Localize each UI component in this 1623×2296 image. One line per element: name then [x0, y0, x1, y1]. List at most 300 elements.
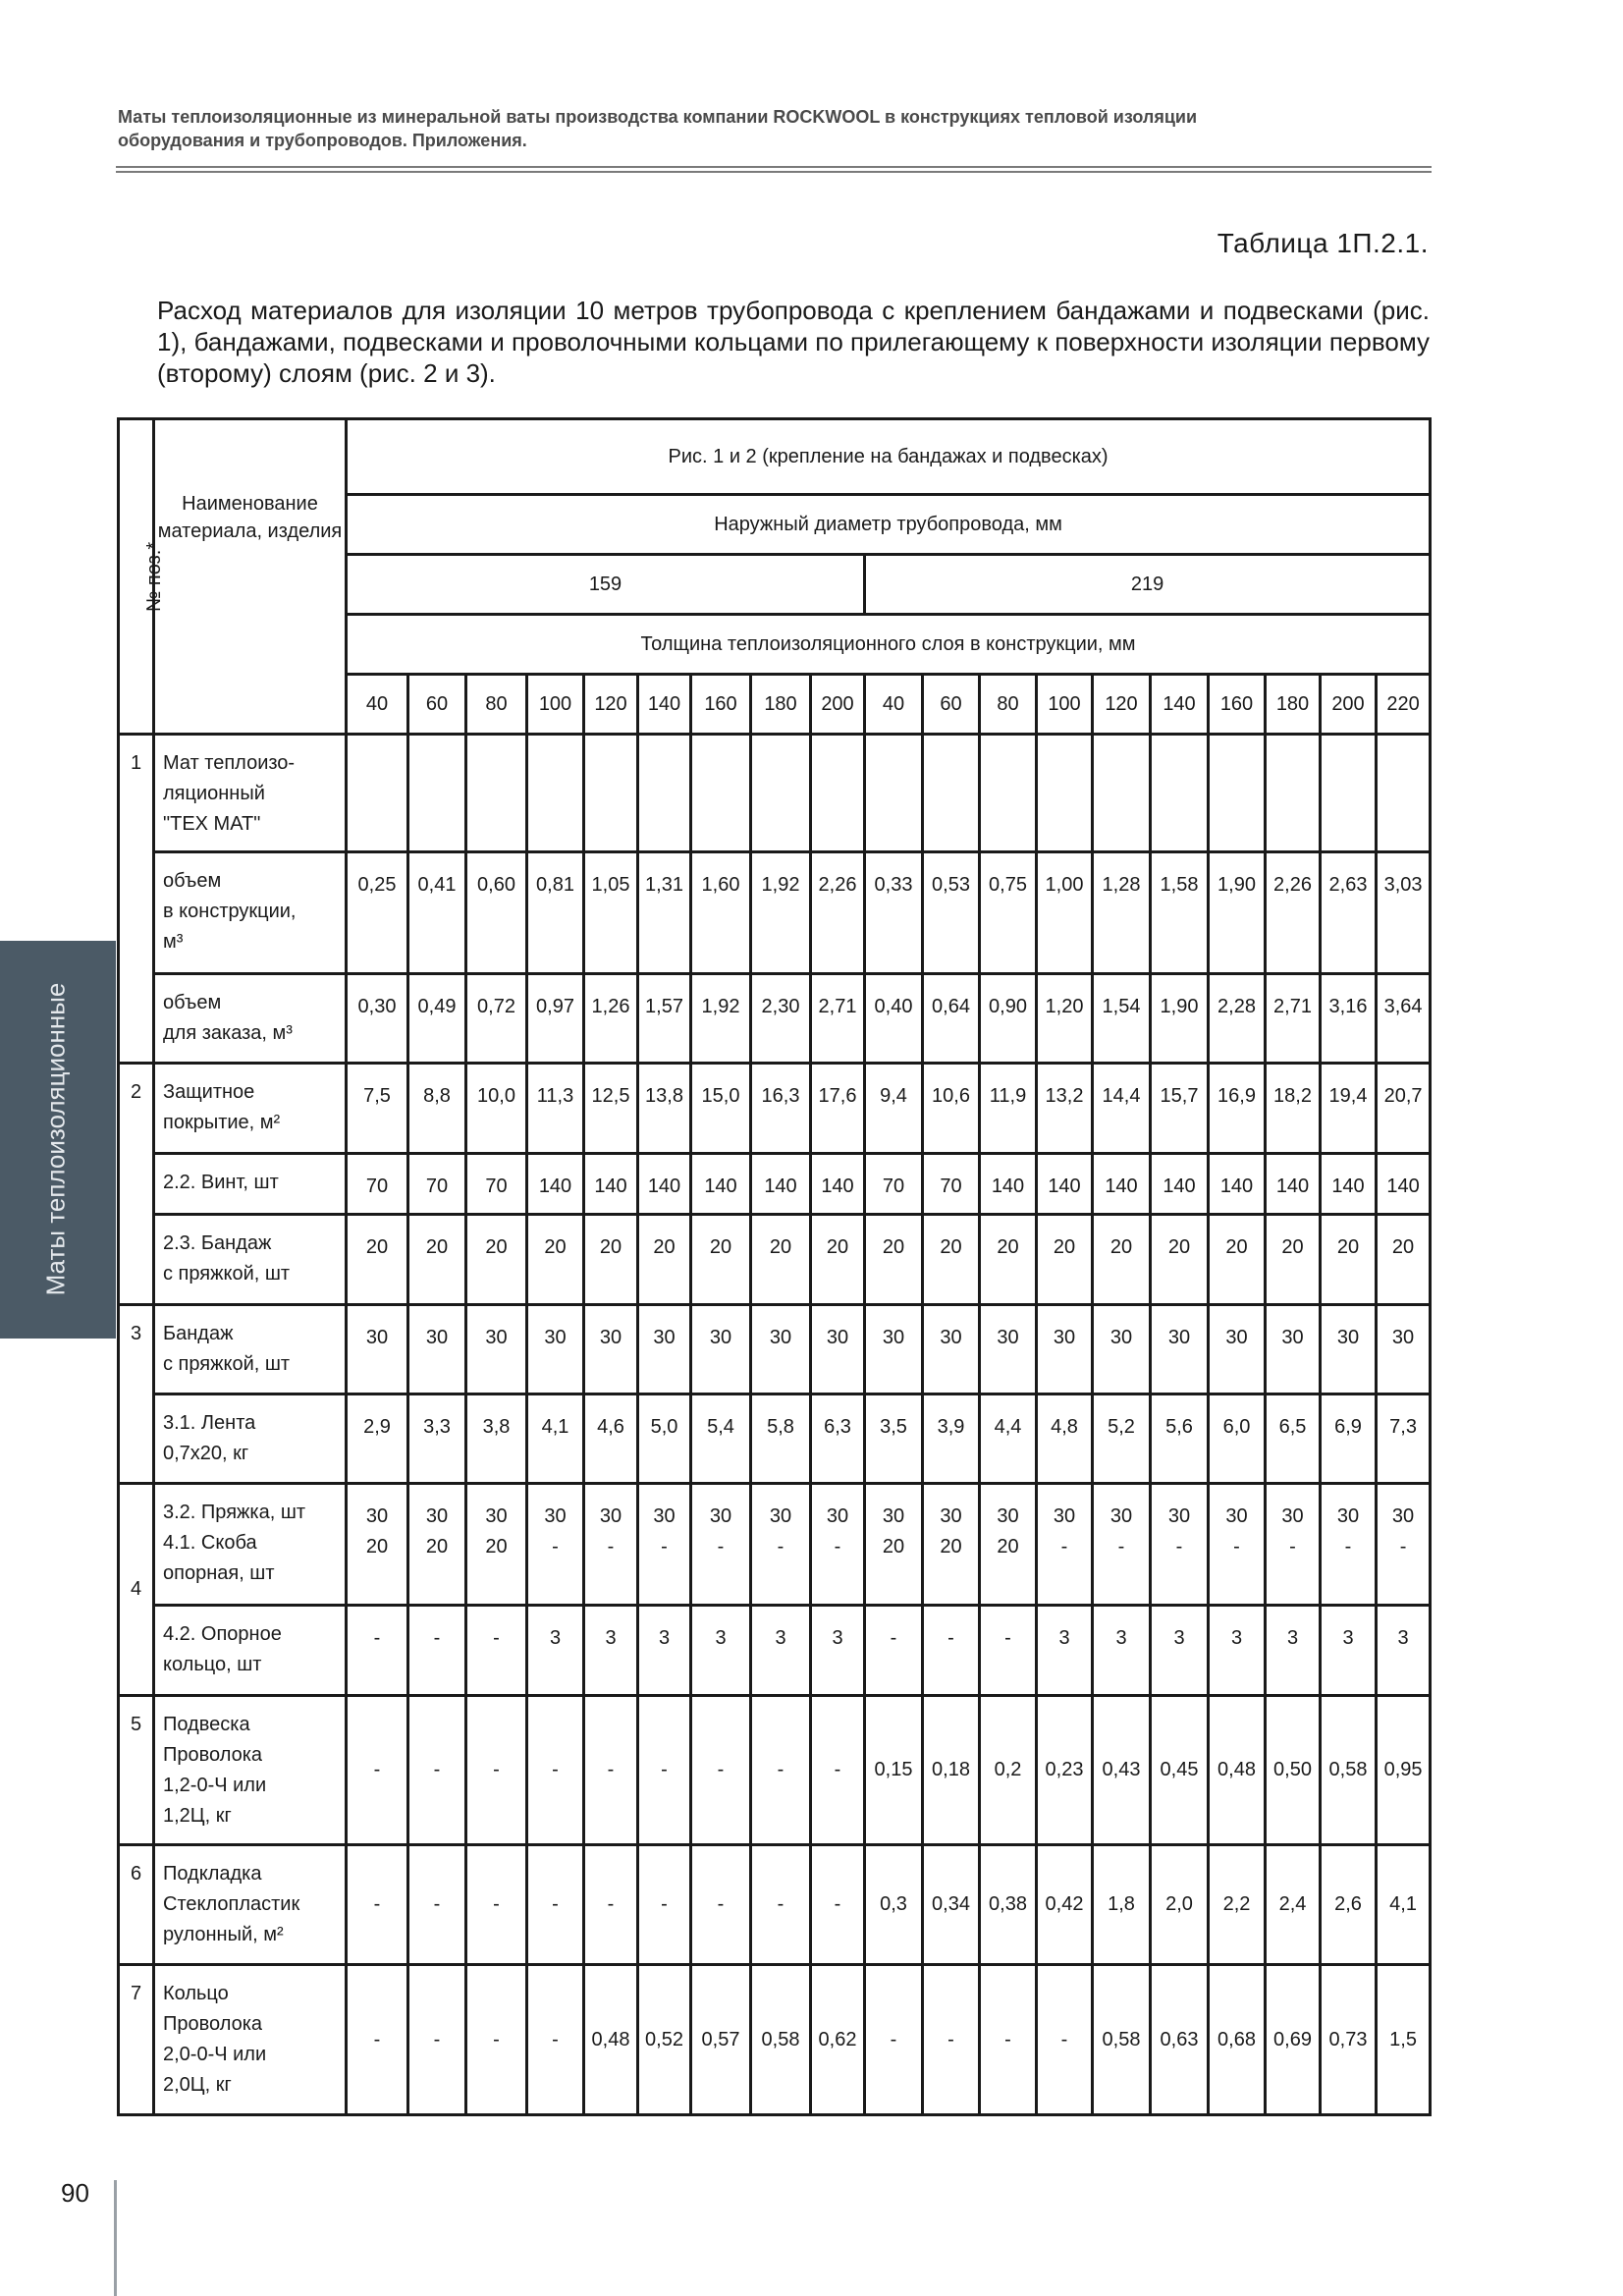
- value-cell: 1,20: [1037, 974, 1093, 1064]
- thickness-cell: 40: [865, 675, 923, 735]
- value-cell: 30 -: [1209, 1484, 1266, 1606]
- value-cell: 3: [584, 1606, 638, 1696]
- value-cell: 30: [1093, 1305, 1151, 1394]
- value-cell: 30: [980, 1305, 1037, 1394]
- value-cell: -: [923, 1965, 980, 2115]
- value-cell: 0,63: [1151, 1965, 1209, 2115]
- value-cell: 30: [1151, 1305, 1209, 1394]
- value-cell: 7,5: [347, 1064, 408, 1154]
- value-cell: 3,5: [865, 1394, 923, 1484]
- value-cell: 4,1: [1377, 1845, 1431, 1965]
- value-cell: 5,2: [1093, 1394, 1151, 1484]
- table-row: [119, 1215, 1431, 1305]
- value-cell: 1,8: [1093, 1845, 1151, 1965]
- thickness-cell: 120: [584, 675, 638, 735]
- pos-header-cell: [119, 419, 166, 735]
- header-row-figure: [119, 419, 1431, 495]
- material-name-cell: объем в конструкции, м³: [154, 852, 347, 974]
- value-cell: -: [527, 1965, 584, 2115]
- value-cell: -: [408, 1696, 466, 1845]
- value-cell: 20: [1377, 1215, 1431, 1305]
- thickness-cell: 160: [1209, 675, 1266, 735]
- value-cell: 0,95: [1377, 1696, 1431, 1845]
- value-cell: -: [584, 1845, 638, 1965]
- value-cell: 3,9: [923, 1394, 980, 1484]
- value-cell: 30: [1321, 1305, 1377, 1394]
- section-side-tab-label: Маты теплоизоляционные: [40, 982, 71, 1296]
- value-cell: 30 -: [751, 1484, 811, 1606]
- table-row: [119, 852, 1431, 974]
- value-cell: 20: [811, 1215, 865, 1305]
- value-cell: [527, 735, 584, 852]
- value-cell: 0,52: [638, 1965, 691, 2115]
- thickness-cell: 180: [751, 675, 811, 735]
- value-cell: 5,0: [638, 1394, 691, 1484]
- pos-header: № поз.*: [143, 541, 166, 612]
- header-rule-top: [116, 166, 1432, 168]
- value-cell: 0,81: [527, 852, 584, 974]
- thickness-cell: 200: [811, 675, 865, 735]
- diameter-header: Наружный диаметр трубопровода, мм: [347, 495, 1431, 555]
- material-name-cell: 2.3. Бандаж с пряжкой, шт: [154, 1215, 347, 1305]
- value-cell: -: [811, 1696, 865, 1845]
- value-cell: -: [691, 1696, 751, 1845]
- value-cell: 0,3: [865, 1845, 923, 1965]
- value-cell: 20: [865, 1215, 923, 1305]
- value-cell: 3,64: [1377, 974, 1431, 1064]
- value-cell: 30: [408, 1305, 466, 1394]
- value-cell: 3,8: [466, 1394, 527, 1484]
- value-cell: 30 20: [865, 1484, 923, 1606]
- position-cell: 2: [119, 1064, 154, 1305]
- page-number: 90: [61, 2178, 89, 2208]
- value-cell: 0,41: [408, 852, 466, 974]
- value-cell: 20: [1093, 1215, 1151, 1305]
- header-line-1: Маты теплоизоляционные из минеральной ваты производства компании ROCKWOOL в конструкциях тепловой изоляции: [118, 107, 1198, 127]
- material-name-cell: 2.2. Винт, шт: [154, 1154, 347, 1215]
- value-cell: 0,23: [1037, 1696, 1093, 1845]
- value-cell: 4,8: [1037, 1394, 1093, 1484]
- value-cell: 30 -: [584, 1484, 638, 1606]
- thickness-cell: 120: [1093, 675, 1151, 735]
- value-cell: 0,50: [1266, 1696, 1321, 1845]
- value-cell: 30: [1037, 1305, 1093, 1394]
- value-cell: 0,60: [466, 852, 527, 974]
- value-cell: 140: [527, 1154, 584, 1215]
- material-name-cell: Подвеска Проволока 1,2-0-Ч или 1,2Ц, кг: [154, 1696, 347, 1845]
- value-cell: 30 -: [1093, 1484, 1151, 1606]
- material-name-cell: Мат теплоизо- ляционный "ТЕХ МАТ": [154, 735, 347, 852]
- value-cell: 30 -: [691, 1484, 751, 1606]
- position-cell: 1: [119, 735, 154, 1064]
- table-row: [119, 1965, 1431, 2115]
- value-cell: 2,28: [1209, 974, 1266, 1064]
- value-cell: 3,3: [408, 1394, 466, 1484]
- value-cell: 18,2: [1266, 1064, 1321, 1154]
- value-cell: [980, 735, 1037, 852]
- value-cell: -: [466, 1606, 527, 1696]
- value-cell: 5,8: [751, 1394, 811, 1484]
- value-cell: 3: [751, 1606, 811, 1696]
- value-cell: 6,0: [1209, 1394, 1266, 1484]
- value-cell: [751, 735, 811, 852]
- material-name-cell: Кольцо Проволока 2,0-0-Ч или 2,0Ц, кг: [154, 1965, 347, 2115]
- value-cell: [1321, 735, 1377, 852]
- value-cell: 30: [1209, 1305, 1266, 1394]
- value-cell: 30: [638, 1305, 691, 1394]
- table-row: [119, 1305, 1431, 1394]
- value-cell: -: [347, 1606, 408, 1696]
- value-cell: 30 -: [811, 1484, 865, 1606]
- value-cell: 2,2: [1209, 1845, 1266, 1965]
- value-cell: 30 -: [638, 1484, 691, 1606]
- section-side-tab: [0, 941, 116, 1339]
- value-cell: 20: [408, 1215, 466, 1305]
- value-cell: -: [527, 1845, 584, 1965]
- value-cell: 3: [1037, 1606, 1093, 1696]
- value-cell: 15,0: [691, 1064, 751, 1154]
- value-cell: 2,4: [1266, 1845, 1321, 1965]
- table-row: [119, 1064, 1431, 1154]
- value-cell: 1,54: [1093, 974, 1151, 1064]
- value-cell: 30: [811, 1305, 865, 1394]
- value-cell: 140: [584, 1154, 638, 1215]
- material-name-cell: 4.2. Опорное кольцо, шт: [154, 1606, 347, 1696]
- table-row: [119, 1845, 1431, 1965]
- material-name-cell: 3.2. Пряжка, шт 4.1. Скоба опорная, шт: [154, 1484, 347, 1606]
- value-cell: 20: [466, 1215, 527, 1305]
- value-cell: 1,05: [584, 852, 638, 974]
- table-row: [119, 735, 1431, 852]
- thickness-cell: 80: [466, 675, 527, 735]
- value-cell: 0,72: [466, 974, 527, 1064]
- value-cell: 70: [923, 1154, 980, 1215]
- value-cell: 8,8: [408, 1064, 466, 1154]
- value-cell: 1,31: [638, 852, 691, 974]
- value-cell: 9,4: [865, 1064, 923, 1154]
- value-cell: -: [1037, 1965, 1093, 2115]
- thickness-cell: 100: [527, 675, 584, 735]
- header-rule-bottom: [116, 171, 1432, 173]
- value-cell: 30 20: [466, 1484, 527, 1606]
- value-cell: 20: [347, 1215, 408, 1305]
- position-cell: 7: [119, 1965, 154, 2115]
- value-cell: 20: [1037, 1215, 1093, 1305]
- value-cell: 0,30: [347, 974, 408, 1064]
- value-cell: 6,3: [811, 1394, 865, 1484]
- value-cell: 13,8: [638, 1064, 691, 1154]
- position-cell: 3: [119, 1305, 154, 1484]
- position-cell: 5: [119, 1696, 154, 1845]
- thickness-header: Толщина теплоизоляционного слоя в конструкции, мм: [347, 615, 1431, 675]
- value-cell: 0,58: [1093, 1965, 1151, 2115]
- table-row: [119, 1606, 1431, 1696]
- header-line-2: оборудования и трубопроводов. Приложения.: [118, 131, 527, 150]
- value-cell: 0,69: [1266, 1965, 1321, 2115]
- value-cell: 30: [923, 1305, 980, 1394]
- material-name-cell: Защитное покрытие, м²: [154, 1064, 347, 1154]
- table-row: [119, 1394, 1431, 1484]
- value-cell: 11,3: [527, 1064, 584, 1154]
- thickness-cell: 160: [691, 675, 751, 735]
- material-name-cell: Подкладка Стеклопластик рулонный, м²: [154, 1845, 347, 1965]
- value-cell: 3,03: [1377, 852, 1431, 974]
- value-cell: 3,16: [1321, 974, 1377, 1064]
- value-cell: 3: [527, 1606, 584, 1696]
- value-cell: 1,90: [1151, 974, 1209, 1064]
- value-cell: 16,3: [751, 1064, 811, 1154]
- value-cell: 20: [980, 1215, 1037, 1305]
- value-cell: 20: [751, 1215, 811, 1305]
- value-cell: 30: [347, 1305, 408, 1394]
- value-cell: [1377, 735, 1431, 852]
- value-cell: 2,9: [347, 1394, 408, 1484]
- value-cell: 30: [1266, 1305, 1321, 1394]
- value-cell: [811, 735, 865, 852]
- value-cell: [1266, 735, 1321, 852]
- value-cell: 2,26: [1266, 852, 1321, 974]
- value-cell: -: [584, 1696, 638, 1845]
- value-cell: 0,42: [1037, 1845, 1093, 1965]
- value-cell: 5,4: [691, 1394, 751, 1484]
- value-cell: -: [347, 1845, 408, 1965]
- value-cell: 140: [751, 1154, 811, 1215]
- value-cell: 30 -: [1037, 1484, 1093, 1606]
- value-cell: [691, 735, 751, 852]
- value-cell: 0,97: [527, 974, 584, 1064]
- value-cell: 3: [1377, 1606, 1431, 1696]
- value-cell: -: [408, 1845, 466, 1965]
- value-cell: 1,92: [691, 974, 751, 1064]
- document-header: [118, 105, 1434, 152]
- value-cell: -: [466, 1696, 527, 1845]
- value-cell: 6,5: [1266, 1394, 1321, 1484]
- value-cell: [865, 735, 923, 852]
- value-cell: 30: [466, 1305, 527, 1394]
- value-cell: 140: [1266, 1154, 1321, 1215]
- thickness-cell: 60: [408, 675, 466, 735]
- value-cell: 3: [691, 1606, 751, 1696]
- value-cell: 2,6: [1321, 1845, 1377, 1965]
- value-cell: 10,6: [923, 1064, 980, 1154]
- value-cell: -: [408, 1606, 466, 1696]
- value-cell: [1209, 735, 1266, 852]
- thickness-cell: 100: [1037, 675, 1093, 735]
- value-cell: -: [466, 1845, 527, 1965]
- thickness-cell: 140: [1151, 675, 1209, 735]
- value-cell: 0,43: [1093, 1696, 1151, 1845]
- diameter-159: 159: [347, 555, 865, 615]
- value-cell: 30 -: [1266, 1484, 1321, 1606]
- value-cell: 0,25: [347, 852, 408, 974]
- value-cell: 1,60: [691, 852, 751, 974]
- value-cell: -: [347, 1696, 408, 1845]
- value-cell: 19,4: [1321, 1064, 1377, 1154]
- position-cell: 4: [119, 1484, 154, 1696]
- materials-table: [117, 417, 1432, 2116]
- value-cell: 3: [1093, 1606, 1151, 1696]
- value-cell: 0,64: [923, 974, 980, 1064]
- value-cell: 0,73: [1321, 1965, 1377, 2115]
- value-cell: 140: [691, 1154, 751, 1215]
- value-cell: 11,9: [980, 1064, 1037, 1154]
- value-cell: [1093, 735, 1151, 852]
- value-cell: 30 -: [527, 1484, 584, 1606]
- value-cell: 17,6: [811, 1064, 865, 1154]
- value-cell: 7,3: [1377, 1394, 1431, 1484]
- value-cell: 20: [584, 1215, 638, 1305]
- value-cell: 20: [1321, 1215, 1377, 1305]
- value-cell: 140: [1151, 1154, 1209, 1215]
- value-cell: 2,0: [1151, 1845, 1209, 1965]
- value-cell: 30 -: [1321, 1484, 1377, 1606]
- value-cell: 0,45: [1151, 1696, 1209, 1845]
- value-cell: 3: [811, 1606, 865, 1696]
- thickness-cell: 80: [980, 675, 1037, 735]
- value-cell: 30: [865, 1305, 923, 1394]
- value-cell: 140: [1093, 1154, 1151, 1215]
- value-cell: -: [865, 1606, 923, 1696]
- value-cell: -: [980, 1965, 1037, 2115]
- value-cell: 0,68: [1209, 1965, 1266, 2115]
- value-cell: 3: [1321, 1606, 1377, 1696]
- value-cell: 0,58: [751, 1965, 811, 2115]
- value-cell: -: [865, 1965, 923, 2115]
- value-cell: -: [751, 1696, 811, 1845]
- value-cell: 140: [811, 1154, 865, 1215]
- value-cell: 1,5: [1377, 1965, 1431, 2115]
- value-cell: 140: [1377, 1154, 1431, 1215]
- value-cell: 0,57: [691, 1965, 751, 2115]
- value-cell: 20: [1151, 1215, 1209, 1305]
- value-cell: 20: [691, 1215, 751, 1305]
- value-cell: 30: [1377, 1305, 1431, 1394]
- value-cell: 2,63: [1321, 852, 1377, 974]
- value-cell: 3: [638, 1606, 691, 1696]
- value-cell: 3: [1209, 1606, 1266, 1696]
- value-cell: -: [691, 1845, 751, 1965]
- value-cell: 0,53: [923, 852, 980, 974]
- value-cell: 2,71: [811, 974, 865, 1064]
- value-cell: [584, 735, 638, 852]
- value-cell: -: [408, 1965, 466, 2115]
- value-cell: -: [638, 1845, 691, 1965]
- value-cell: 140: [638, 1154, 691, 1215]
- table-row: [119, 1484, 1431, 1606]
- value-cell: 13,2: [1037, 1064, 1093, 1154]
- value-cell: 4,4: [980, 1394, 1037, 1484]
- value-cell: 0,2: [980, 1696, 1037, 1845]
- value-cell: 2,26: [811, 852, 865, 974]
- value-cell: 30: [751, 1305, 811, 1394]
- material-name-cell: Бандаж с пряжкой, шт: [154, 1305, 347, 1394]
- value-cell: 0,15: [865, 1696, 923, 1845]
- value-cell: -: [638, 1696, 691, 1845]
- value-cell: -: [980, 1606, 1037, 1696]
- value-cell: 20: [527, 1215, 584, 1305]
- value-cell: 0,18: [923, 1696, 980, 1845]
- value-cell: 16,9: [1209, 1064, 1266, 1154]
- value-cell: 1,28: [1093, 852, 1151, 974]
- value-cell: 30 -: [1377, 1484, 1431, 1606]
- value-cell: [408, 735, 466, 852]
- value-cell: 20: [1209, 1215, 1266, 1305]
- table-row: [119, 974, 1431, 1064]
- value-cell: [923, 735, 980, 852]
- value-cell: 0,75: [980, 852, 1037, 974]
- name-header: Наименование материала, изделия: [154, 419, 347, 735]
- value-cell: 3: [1151, 1606, 1209, 1696]
- value-cell: [1037, 735, 1093, 852]
- value-cell: 14,4: [1093, 1064, 1151, 1154]
- value-cell: 10,0: [466, 1064, 527, 1154]
- value-cell: 2,71: [1266, 974, 1321, 1064]
- page-number-rule: [114, 2180, 117, 2296]
- value-cell: 15,7: [1151, 1064, 1209, 1154]
- value-cell: -: [527, 1696, 584, 1845]
- value-cell: 0,62: [811, 1965, 865, 2115]
- value-cell: [638, 735, 691, 852]
- value-cell: 30: [584, 1305, 638, 1394]
- value-cell: 20: [923, 1215, 980, 1305]
- value-cell: 6,9: [1321, 1394, 1377, 1484]
- value-cell: 0,33: [865, 852, 923, 974]
- thickness-cell: 200: [1321, 675, 1377, 735]
- value-cell: 0,48: [584, 1965, 638, 2115]
- value-cell: 30 20: [347, 1484, 408, 1606]
- value-cell: [466, 735, 527, 852]
- table-number: Таблица 1П.2.1.: [1217, 228, 1429, 258]
- value-cell: 0,48: [1209, 1696, 1266, 1845]
- value-cell: 0,58: [1321, 1696, 1377, 1845]
- value-cell: 30: [691, 1305, 751, 1394]
- value-cell: 140: [1321, 1154, 1377, 1215]
- value-cell: -: [923, 1606, 980, 1696]
- value-cell: 30: [527, 1305, 584, 1394]
- value-cell: -: [466, 1965, 527, 2115]
- material-name-cell: 3.1. Лента 0,7х20, кг: [154, 1394, 347, 1484]
- value-cell: 30 -: [1151, 1484, 1209, 1606]
- value-cell: 1,92: [751, 852, 811, 974]
- value-cell: 1,26: [584, 974, 638, 1064]
- value-cell: 4,6: [584, 1394, 638, 1484]
- value-cell: 30 20: [980, 1484, 1037, 1606]
- value-cell: [347, 735, 408, 852]
- value-cell: 30 20: [408, 1484, 466, 1606]
- diameter-219: 219: [865, 555, 1431, 615]
- value-cell: -: [347, 1965, 408, 2115]
- table-caption: Расход материалов для изоляции 10 метров трубопровода с креплением бандажами и подвесками (рис. 1), бандажами, подвесками и проволочными кольцами по прилегающему к поверхности изоляции первому (второму) слоям (рис. 2 и 3).: [157, 296, 1430, 388]
- figure-header: Рис. 1 и 2 (крепление на бандажах и подвесках): [347, 419, 1431, 495]
- value-cell: 1,00: [1037, 852, 1093, 974]
- value-cell: 140: [1037, 1154, 1093, 1215]
- value-cell: 1,90: [1209, 852, 1266, 974]
- value-cell: 4,1: [527, 1394, 584, 1484]
- value-cell: 3: [1266, 1606, 1321, 1696]
- value-cell: 0,49: [408, 974, 466, 1064]
- thickness-cell: 40: [347, 675, 408, 735]
- value-cell: 140: [1209, 1154, 1266, 1215]
- value-cell: 0,34: [923, 1845, 980, 1965]
- value-cell: 70: [347, 1154, 408, 1215]
- value-cell: -: [811, 1845, 865, 1965]
- value-cell: 20,7: [1377, 1064, 1431, 1154]
- value-cell: [1151, 735, 1209, 852]
- value-cell: 70: [466, 1154, 527, 1215]
- value-cell: 140: [980, 1154, 1037, 1215]
- value-cell: -: [751, 1845, 811, 1965]
- value-cell: 0,90: [980, 974, 1037, 1064]
